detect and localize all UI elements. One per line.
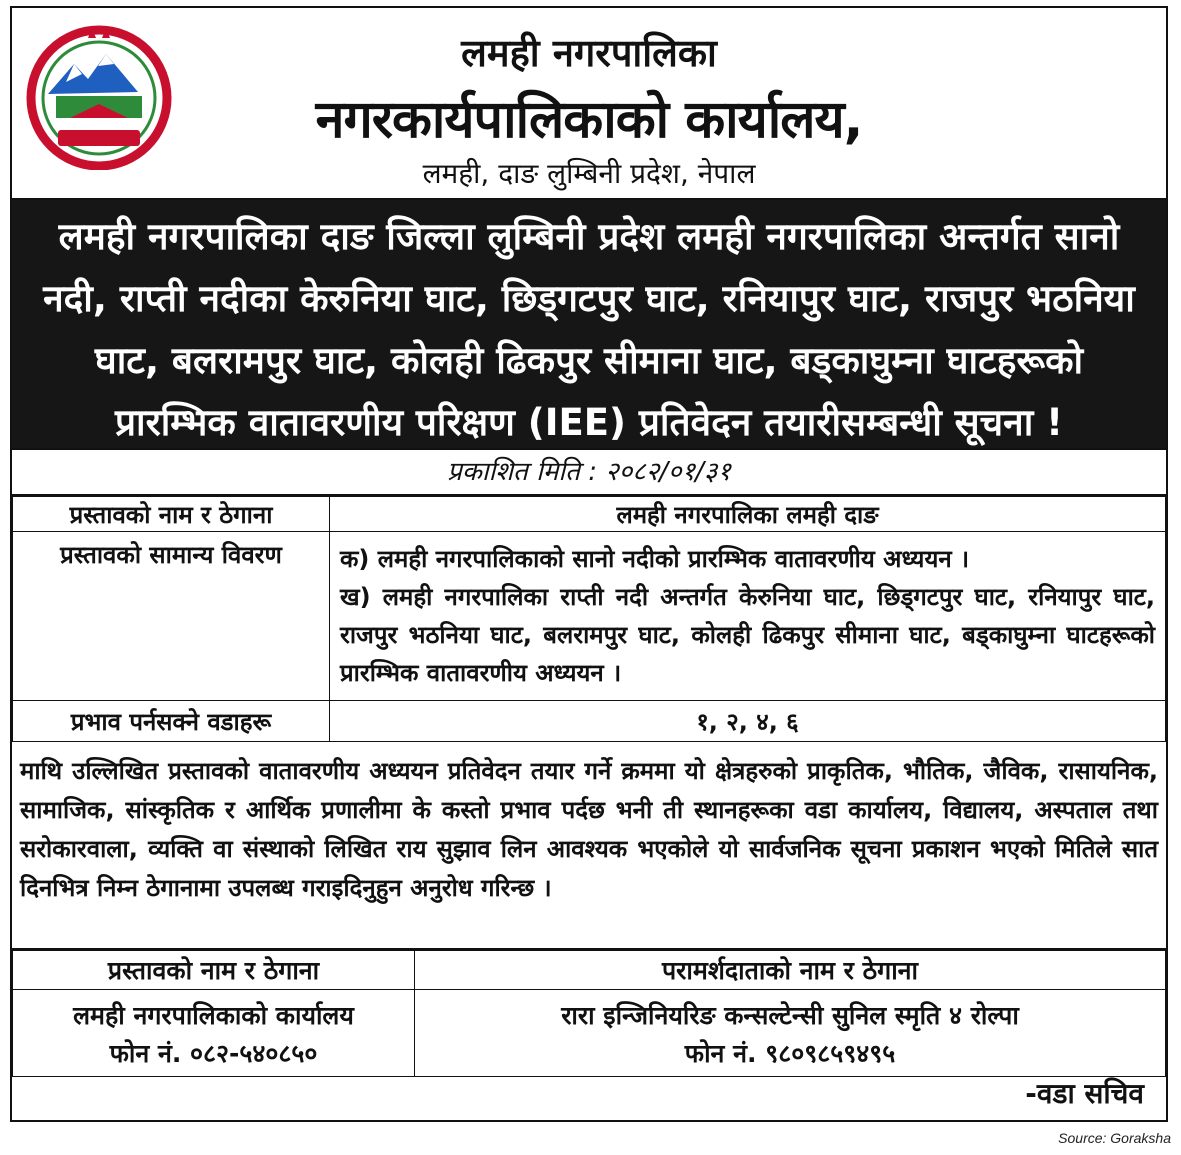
proposal-name-value: लमही नगरपालिका लमही दाङ	[330, 497, 1166, 532]
proposer-name: लमही नगरपालिकाको कार्यालय	[73, 1001, 354, 1030]
headline-line: नदी, राप्ती नदीका केरुनिया घाट, छिड्गटपुर घाट, रनियापुर घाट, राजपुर भठनिया	[43, 277, 1135, 320]
contact-table	[12, 950, 1166, 1077]
consultant-phone: फोन नं. ९८०९८५९४९५	[684, 1039, 896, 1068]
proposal-description-value	[330, 532, 1166, 701]
proposer-phone: फोन नं. ०८२-५४०८५०	[109, 1039, 318, 1068]
proposer-contact	[13, 990, 415, 1077]
office-address: लमही, दाङ लुम्बिनी प्रदेश, नेपाल	[422, 157, 756, 190]
proposal-name-label: प्रस्तावको नाम र ठेगाना	[13, 497, 330, 532]
signature: -वडा सचिव	[1025, 1077, 1144, 1110]
proposal-description-label: प्रस्तावको सामान्य विवरण	[13, 532, 330, 701]
consultant-name: रारा इन्जिनियरिङ कन्सल्टेन्सी सुनिल स्मृति ४ रोल्पा	[561, 1001, 1019, 1030]
table-row	[13, 701, 1166, 742]
published-date: प्रकाशित मिति : २०८२/०१/३१	[12, 450, 1166, 496]
headline-line: घाट, बलरामपुर घाट, कोलही ढिकपुर सीमाना घाट, बड्काघुम्ना घाटहरूको	[94, 339, 1084, 382]
affected-wards-value: १, २, ४, ६	[330, 701, 1166, 742]
notice-headline	[12, 200, 1166, 450]
headline-line: प्रारम्भिक वातावरणीय परिक्षण (IEE) प्रतिवेदन तयारीसम्बन्धी सूचना !	[114, 401, 1064, 444]
proposer-header: प्रस्तावको नाम र ठेगाना	[13, 951, 415, 990]
table-row	[13, 532, 1166, 701]
body-paragraph: माथि उल्लिखित प्रस्तावको वातावरणीय अध्ययन प्रतिवेदन तयार गर्ने क्रममा यो क्षेत्रहरुको प्राकृतिक, भौतिक, जैविक, रासायनिक, सामाजिक, सांस्कृतिक र आर्थिक प्रणालीमा के कस्तो प्रभाव पर्दछ भनी ती स्थानहरूका वडा कार्यालय, विद्यालय, अस्पताल तथा सरोकारवाला, व्यक्ति वा संस्थाको लिखित राय सुझाव लिन आवश्यक भएकोले यो सार्वजनिक सूचना प्रकाशन भएको मितिले सात दिनभित्र निम्न ठेगानामा उपलब्ध गराइदिनुहुन अनुरोध गरिन्छ ।	[12, 742, 1166, 950]
municipality-name: लमही नगरपालिका	[461, 31, 717, 75]
notice	[10, 6, 1168, 1122]
table-row	[13, 951, 1166, 990]
consultant-header: परामर्शदाताको नाम र ठेगाना	[415, 951, 1166, 990]
description-item-a: क) लमही नगरपालिकाको सानो नदीको प्रारम्भिक वातावरणीय अध्ययन ।	[340, 545, 970, 573]
table-row	[13, 497, 1166, 532]
notice-header	[12, 8, 1166, 200]
office-name: नगरकार्यपालिकाको कार्यालय,	[315, 90, 863, 150]
affected-wards-label: प्रभाव पर्नसक्ने वडाहरू	[13, 701, 330, 742]
headline-line: लमही नगरपालिका दाङ जिल्ला लुम्बिनी प्रदेश लमही नगरपालिका अन्तर्गत सानो	[58, 215, 1120, 258]
description-item-b: ख) लमही नगरपालिका राप्ती नदी अन्तर्गत केरुनिया घाट, छिड्गटपुर घाट, रनियापुर घाट, राजपुर भठनिया घाट, बलरामपुर घाट, कोलही ढिकपुर सीमाना घाट, बड्काघुम्ना घाटहरूको प्रारम्भिक वातावरणीय अध्ययन ।	[340, 583, 1155, 687]
table-row	[13, 990, 1166, 1077]
consultant-contact	[415, 990, 1166, 1077]
source-credit: Source: Goraksha	[1058, 1130, 1171, 1146]
proposal-table	[12, 496, 1166, 742]
